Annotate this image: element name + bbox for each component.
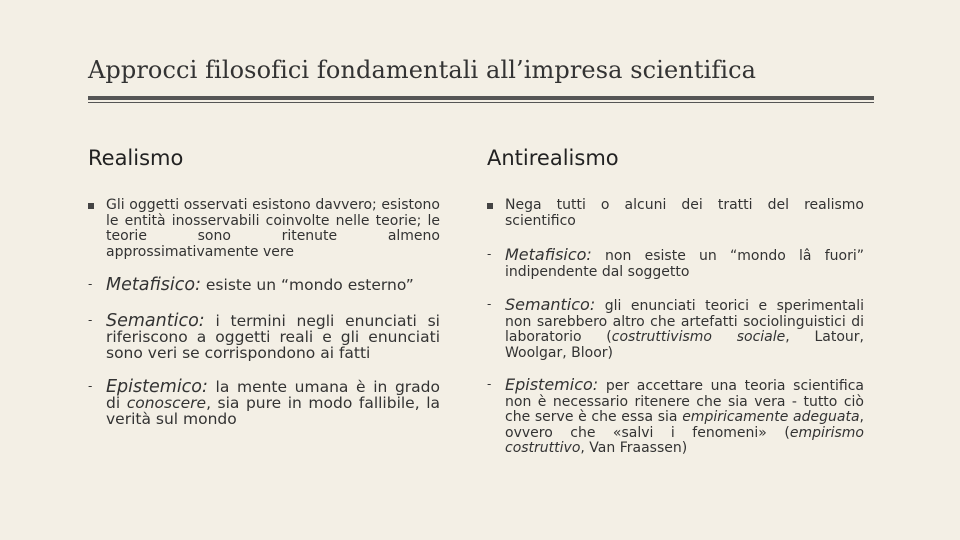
dash-marker: -: [88, 313, 93, 327]
realismo-metafisico-term: Metafisico:: [106, 275, 201, 295]
antirealismo-definition-text: Nega tutti o alcuni dei tratti del realismo scientifico: [505, 197, 864, 229]
antirealismo-epistemico-italic-a: empiricamente adeguata: [682, 409, 860, 425]
slide-title: Approcci filosofici fondamentali all’impresa scientifica: [88, 56, 757, 84]
antirealismo-epistemico-text-c: , Van Fraassen): [580, 440, 688, 456]
realismo-column: [88, 143, 440, 427]
realismo-heading: Realismo: [88, 146, 184, 170]
antirealismo-epistemico-item: [487, 377, 864, 457]
antirealismo-epistemico-text-b: , ovvero che «salvi i fenomeni» (: [505, 409, 864, 441]
antirealismo-metafisico-term: Metafisico:: [505, 245, 592, 264]
antirealismo-semantico-text-b: , Latour, Woolgar, Bloor): [505, 329, 864, 361]
realismo-definition-text: Gli oggetti osservati esistono davvero; esistono le entità inosservabili coinvolte nelle teorie; le teorie sono ritenute almeno approssimativamente vere: [106, 197, 440, 260]
dash-marker: -: [487, 297, 492, 311]
dash-marker: -: [487, 247, 492, 261]
dash-marker: -: [88, 277, 93, 291]
realismo-epistemico-term: Epistemico:: [106, 377, 208, 397]
antirealismo-semantico-term: Semantico:: [505, 295, 596, 314]
antirealismo-metafisico-item: [487, 247, 864, 280]
realismo-definition-item: [88, 198, 440, 260]
antirealismo-epistemico-term: Epistemico:: [505, 375, 599, 394]
title-divider-thin: [88, 102, 874, 103]
realismo-epistemico-italic: conoscere: [126, 394, 207, 412]
realismo-metafisico-text: esiste un “mondo esterno”: [200, 276, 414, 294]
realismo-semantico-term: Semantico:: [106, 311, 205, 331]
antirealismo-column: [487, 143, 864, 457]
realismo-semantico-text: i termini negli enunciati si riferiscono a oggetti reali e gli enunciati sono veri se corrispondono ai fatti: [106, 312, 440, 362]
antirealismo-heading: Antirealismo: [487, 146, 619, 170]
antirealismo-semantico-text-a: gli enunciati teorici e sperimentali non sarebbero altro che artefatti sociolinguistici di laboratorio (: [505, 298, 864, 345]
antirealismo-definition-item: [487, 198, 864, 229]
dash-marker: -: [88, 379, 93, 393]
antirealismo-semantico-italic: costruttivismo sociale: [611, 329, 786, 345]
dash-marker: -: [487, 377, 492, 391]
title-divider-thick: [88, 96, 874, 100]
realismo-epistemico-text-a: la mente umana è in grado di: [106, 378, 440, 412]
realismo-metafisico-item: [88, 277, 440, 293]
antirealismo-epistemico-text-a: per accettare una teoria scientifica non è necessario ritenere che sia vera - tutto ciò che serve è che essa sia: [505, 378, 864, 425]
realismo-epistemico-item: [88, 379, 440, 427]
square-bullet-icon: [487, 198, 501, 214]
antirealismo-metafisico-text: non esiste un “mondo lâ fuori” indipendente dal soggetto: [505, 248, 864, 280]
square-bullet-icon: [88, 198, 102, 214]
realismo-semantico-item: [88, 313, 440, 361]
realismo-epistemico-text-b: , sia pure in modo fallibile, la verità sul mondo: [106, 394, 441, 428]
antirealismo-epistemico-italic-b: empirismo costruttivo: [505, 424, 864, 456]
antirealismo-semantico-item: [487, 297, 864, 361]
